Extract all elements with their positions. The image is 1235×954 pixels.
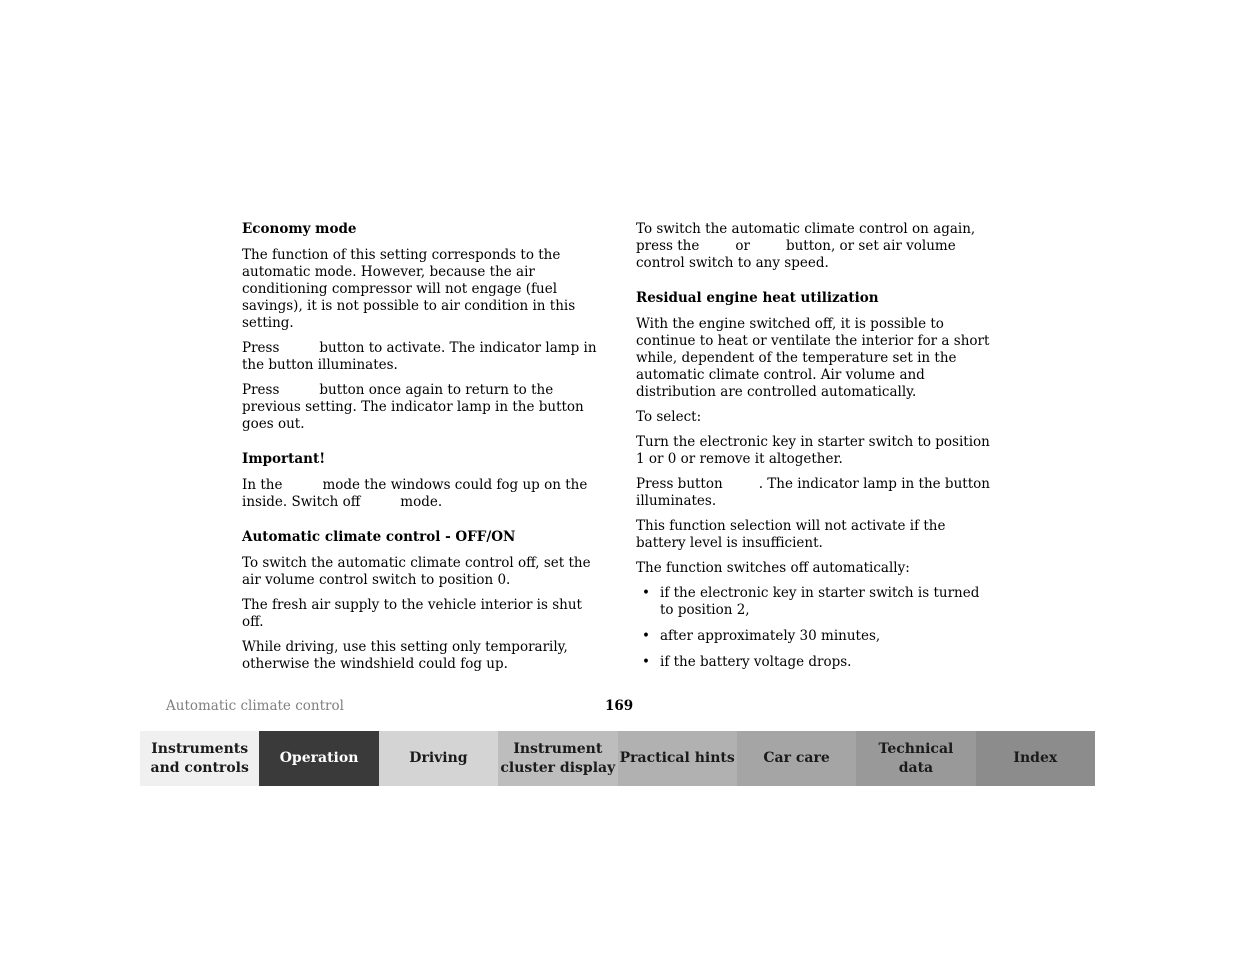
tab-driving[interactable]: Driving [379,731,498,786]
tab-operation[interactable]: Operation [259,731,378,786]
list-item: • if the battery voltage drops. [636,654,996,671]
residual-heat-heading: Residual engine heat utilization [636,290,879,306]
economy-mode-heading: Economy mode [242,221,357,237]
residual-heat-description: With the engine switched off, it is possible to continue to heat or ventilate the interior for a short while, dependent of the temperature set in the automatic climate control. Air volume and distribution are controlled automatically. [636,316,990,400]
tab-car-care[interactable]: Car care [737,731,856,786]
to-select-text: To select: [636,409,702,425]
key-position-text: Turn the electronic key in starter switch to position 1 or 0 or remove it altogether. [636,434,990,467]
driving-warning-text: While driving, use this setting only temporarily, otherwise the windshield could fog up. [242,639,568,672]
tab-index[interactable]: Index [976,731,1095,786]
left-column [242,221,604,681]
chapter-nav [140,731,1095,786]
page-number: 169 [605,698,634,714]
list-item: • after approximately 30 minutes, [636,628,996,645]
battery-level-text: This function selection will not activate if the battery level is insufficient. [636,518,946,551]
tab-instruments-and-controls[interactable]: Instruments and controls [140,731,259,786]
economy-mode-description: The function of this setting corresponds to the automatic mode. However, because the air conditioning compressor will not engage (fuel savings), it is not possible to air condition in this setting. [242,247,576,331]
economy-activate-text: Press button to activate. The indicator lamp in the button illuminates. [242,340,597,373]
climate-on-text: To switch the automatic climate control on again, press the or button, or set air volume control switch to any speed. [636,221,976,271]
climate-off-text: To switch the automatic climate control off, set the air volume control switch to position 0. [242,555,591,588]
right-column [636,221,996,680]
climate-off-on-heading: Automatic climate control - OFF/ON [242,529,516,545]
important-heading: Important! [242,451,326,467]
tab-instrument-cluster-display[interactable]: Instrument cluster display [498,731,617,786]
footer-section-title: Automatic climate control [166,698,344,714]
economy-deactivate-text: Press button once again to return to the previous setting. The indicator lamp in the button goes out. [242,382,584,432]
auto-off-text: The function switches off automatically: [636,560,910,576]
auto-off-list [636,585,996,671]
important-text: In the mode the windows could fog up on the inside. Switch off mode. [242,477,588,510]
tab-practical-hints[interactable]: Practical hints [618,731,737,786]
tab-technical-data[interactable]: Technical data [856,731,975,786]
press-button-text: Press button . The indicator lamp in the button illuminates. [636,476,990,509]
fresh-air-text: The fresh air supply to the vehicle interior is shut off. [242,597,582,630]
list-item: • if the electronic key in starter switch is turned to position 2, [636,585,996,619]
